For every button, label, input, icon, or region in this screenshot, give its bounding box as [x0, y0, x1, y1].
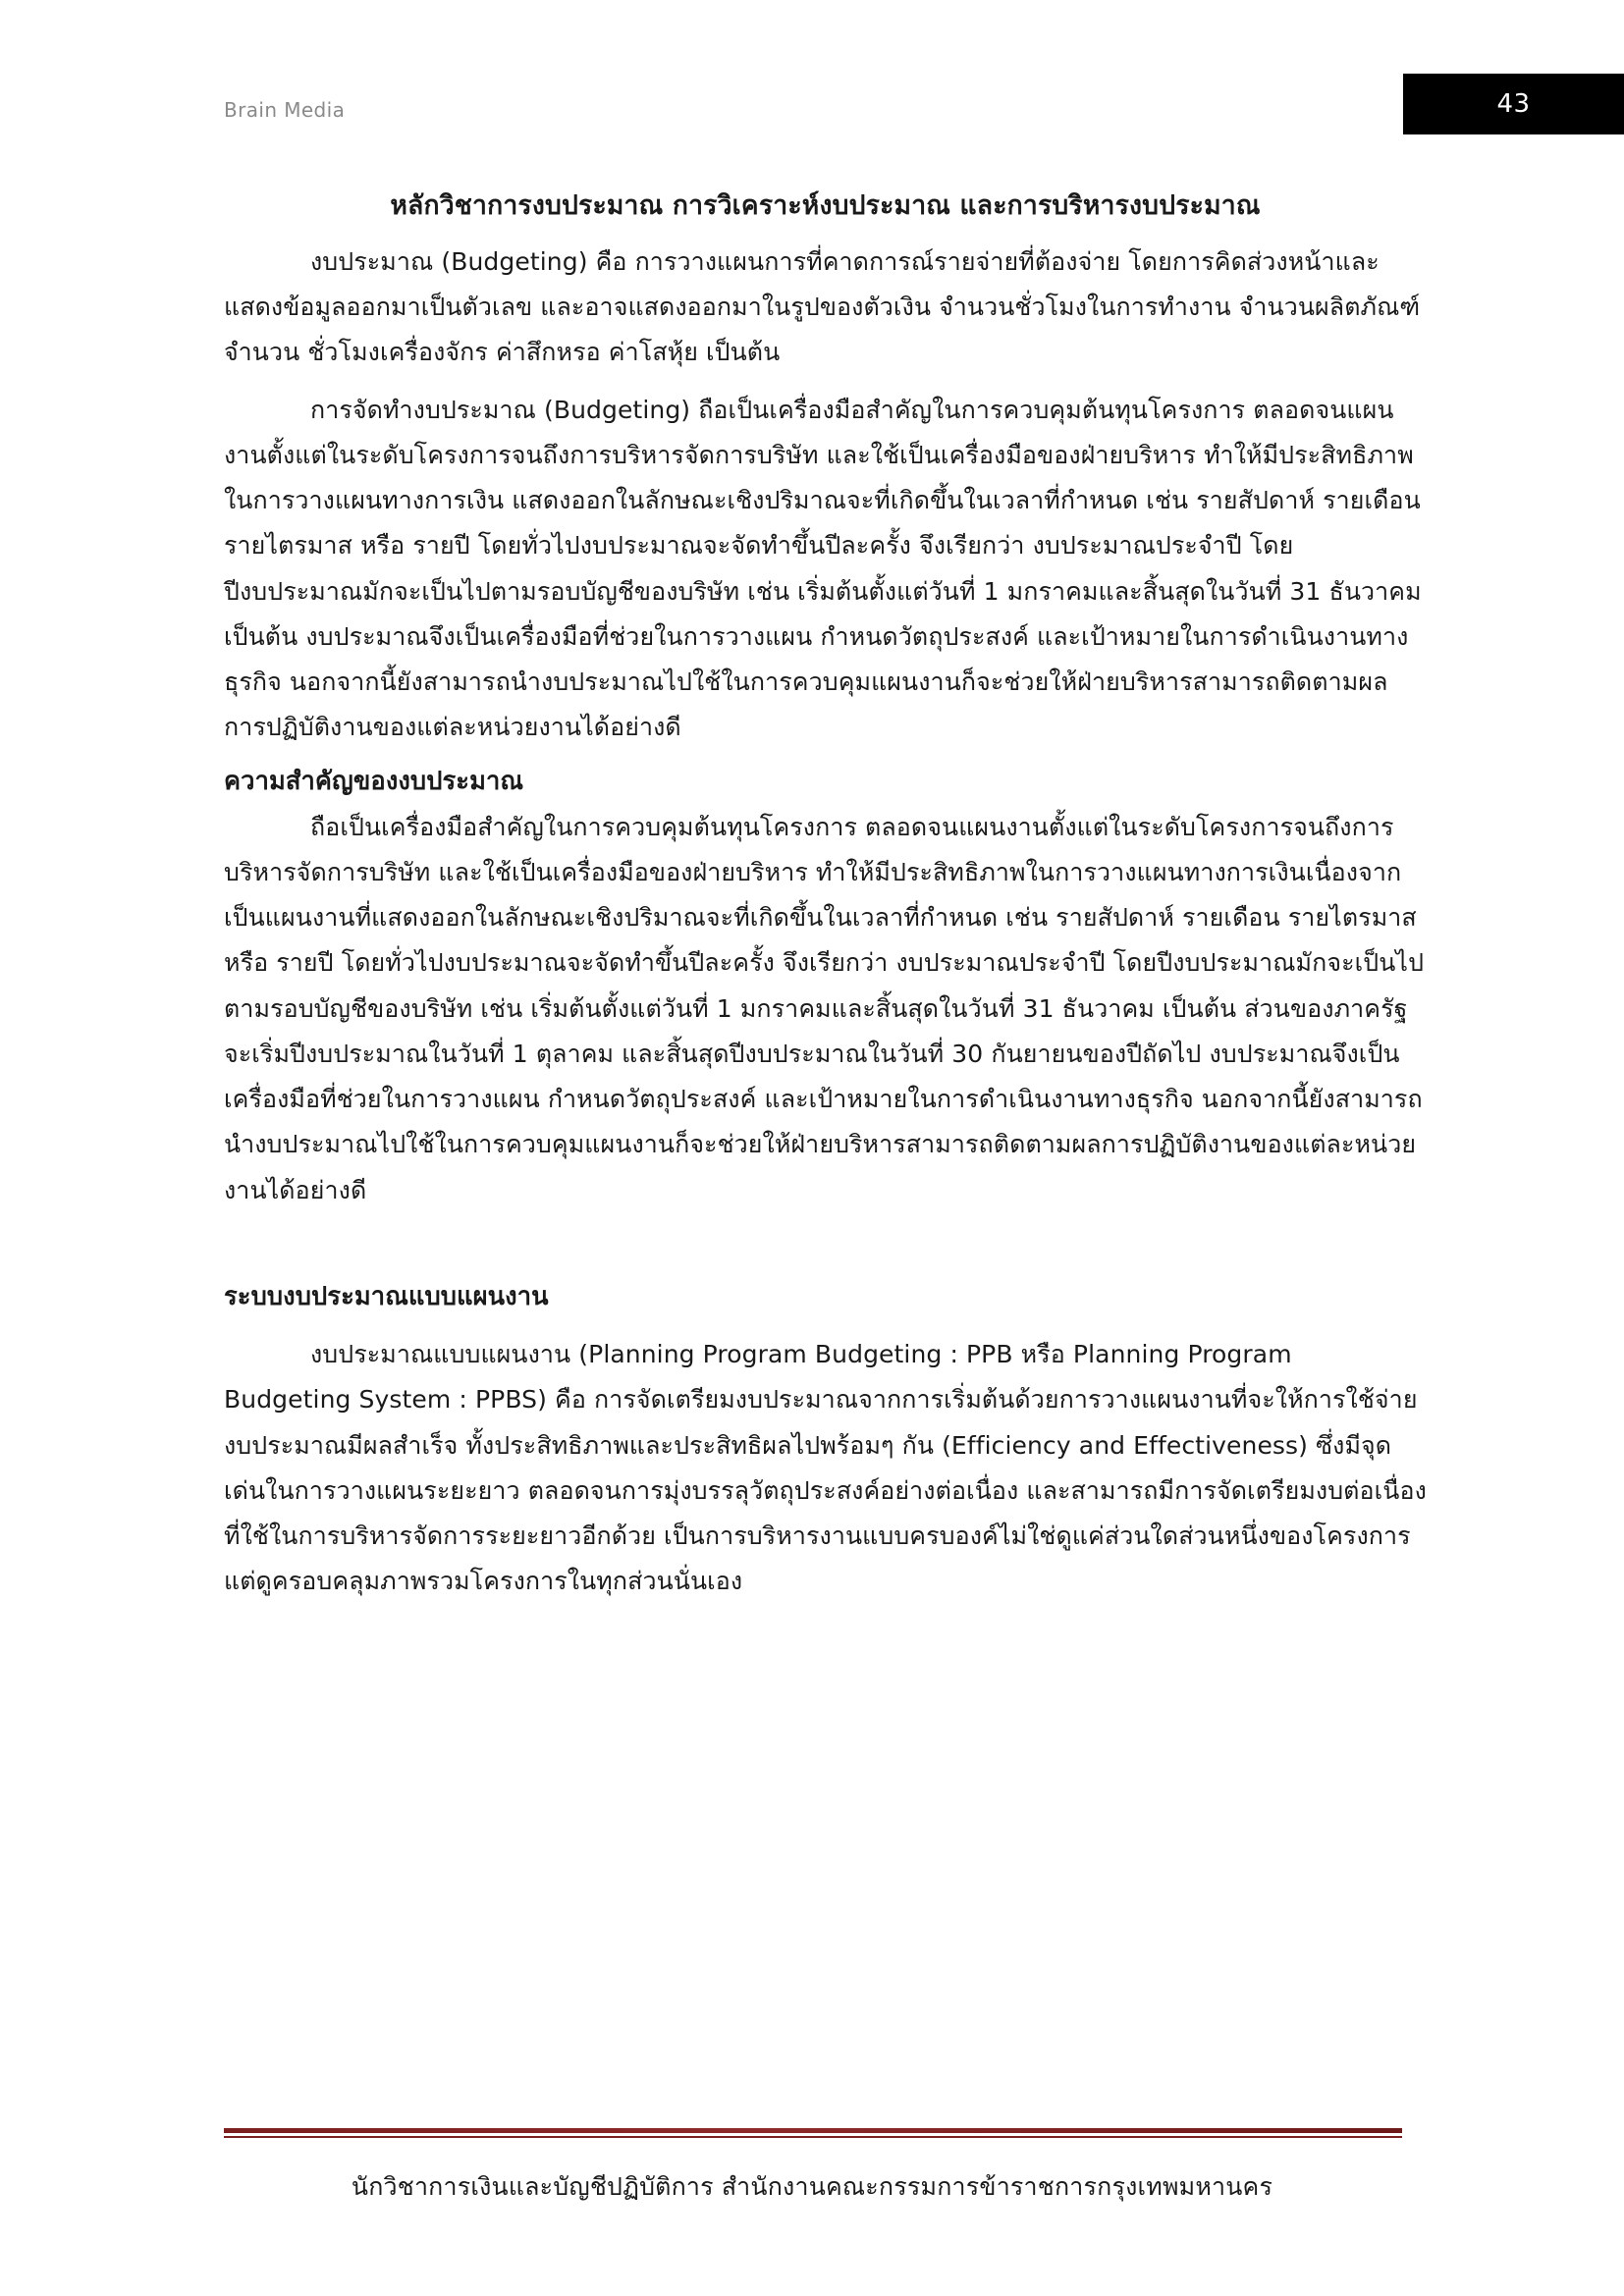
brand-label: Brain Media: [224, 98, 346, 122]
section-heading-ppbs: ระบบงบประมาณแบบแผนงาน: [224, 1281, 549, 1311]
paragraph-importance: ถือเป็นเครื่องมือสำคัญในการควบคุมต้นทุนโครงการ ตลอดจนแผนงานตั้งแต่ในระดับโครงการจนถึงการบริหารจัดการบริษัท และใช้เป็นเครื่องมือของฝ่ายบริหาร ทำให้มีประสิทธิภาพในการวางแผนทางการเงินเนื่องจากเป็นแผนงานที่แสดงออกในลักษณะเชิงปริมาณจะที่เกิดขึ้นในเวลาที่กำหนด เช่น รายสัปดาห์ รายเดือน รายไตรมาส หรือ รายปี โดยทั่วไปงบประมาณจะจัดทำขึ้นปีละครั้ง จึงเรียกว่า งบประมาณประจำปี โดยปีงบประมาณมักจะเป็นไปตามรอบบัญชีของบริษัท เช่น เริ่มต้นตั้งแต่วันที่ 1 มกราคมและสิ้นสุดในวันที่ 31 ธันวาคม เป็นต้น ส่วนของภาครัฐจะเริ่มปีงบประมาณในวันที่ 1 ตุลาคม และสิ้นสุดปีงบประมาณในวันที่ 30 กันยายนของปีถัดไป งบประมาณจึงเป็นเครื่องมือที่ช่วยในการวางแผน กำหนดวัตถุประสงค์ และเป้าหมายในการดำเนินงานทางธุรกิจ นอกจากนี้ยังสามารถนำงบประมาณไปใช้ในการควบคุมแผนงานก็จะช่วยให้ฝ่ายบริหารสามารถติดตามผลการปฏิบัติงานของแต่ละหน่วยงานได้อย่างดี: [224, 812, 1425, 1204]
footer-divider-secondary: [224, 2136, 1402, 2138]
page-number-badge: 43: [1403, 74, 1624, 134]
paragraph-intro-1: งบประมาณ (Budgeting) คือ การวางแผนการที่คาดการณ์รายจ่ายที่ต้องจ่าย โดยการคิดส่วงหน้าและแสดงข้อมูลออกมาเป็นตัวเลข และอาจแสดงออกมาในรูปของตัวเงิน จำนวนชั่วโมงในการทำงาน จำนวนผลิตภัณฑ์จำนวน ชั่วโมงเครื่องจักร ค่าสึกหรอ ค่าโสหุ้ย เป็นต้น: [224, 246, 1421, 367]
document-body: [224, 187, 1427, 1605]
footer-label: นักวิชาการเงินและบัญชีปฏิบัติการ สำนักงานคณะกรรมการข้าราชการกรุงเทพมหานคร: [351, 2172, 1273, 2201]
section-heading-importance: ความสำคัญของงบประมาณ: [224, 766, 524, 796]
page-title: หลักวิชาการงบประมาณ การวิเคราะห์งบประมาณ และการบริหารงบประมาณ: [390, 190, 1261, 221]
paragraph-ppbs: งบประมาณแบบแผนงาน (Planning Program Budgeting : PPB หรือ Planning Program Budgeting System : PPBS) คือ การจัดเตรียมงบประมาณจากการเริ่มต้นด้วยการวางแผนงานที่จะให้การใช้จ่ายงบประมาณมีผลสำเร็จ ทั้งประสิทธิภาพและประสิทธิผลไปพร้อมๆ กัน (Efficiency and Effectiveness) ซึ่งมีจุดเด่นในการวางแผนระยะยาว ตลอดจนการมุ่งบรรลุวัตถุประสงค์อย่างต่อเนื่อง และสามารถมีการจัดเตรียมงบต่อเนื่องที่ใช้ในการบริหารจัดการระยะยาวอีกด้วย เป็นการบริหารงานแบบครบองค์ไม่ใช่ดูแค่ส่วนใดส่วนหนึ่งของโครงการแต่ดูครอบคลุมภาพรวมโครงการในทุกส่วนนั่นเอง: [224, 1340, 1427, 1596]
footer-divider: [224, 2128, 1402, 2133]
paragraph-intro-2: การจัดทำงบประมาณ (Budgeting) ถือเป็นเครื่องมือสำคัญในการควบคุมต้นทุนโครงการ ตลอดจนแผนงานตั้งแต่ในระดับโครงการจนถึงการบริหารจัดการบริษัท และใช้เป็นเครื่องมือของฝ่ายบริหาร ทำให้มีประสิทธิภาพในการวางแผนทางการเงิน แสดงออกในลักษณะเชิงปริมาณจะที่เกิดขึ้นในเวลาที่กำหนด เช่น รายสัปดาห์ รายเดือน รายไตรมาส หรือ รายปี โดยทั่วไปงบประมาณจะจัดทำขึ้นปีละครั้ง จึงเรียกว่า งบประมาณประจำปี โดยปีงบประมาณมักจะเป็นไปตามรอบบัญชีของบริษัท เช่น เริ่มต้นตั้งแต่วันที่ 1 มกราคมและสิ้นสุดในวันที่ 31 ธันวาคม เป็นต้น งบประมาณจึงเป็นเครื่องมือที่ช่วยในการวางแผน กำหนดวัตถุประสงค์ และเป้าหมายในการดำเนินงานทางธุรกิจ นอกจากนี้ยังสามารถนำงบประมาณไปใช้ในการควบคุมแผนงานก็จะช่วยให้ฝ่ายบริหารสามารถติดตามผลการปฏิบัติงานของแต่ละหน่วยงานได้อย่างดี: [224, 395, 1422, 742]
